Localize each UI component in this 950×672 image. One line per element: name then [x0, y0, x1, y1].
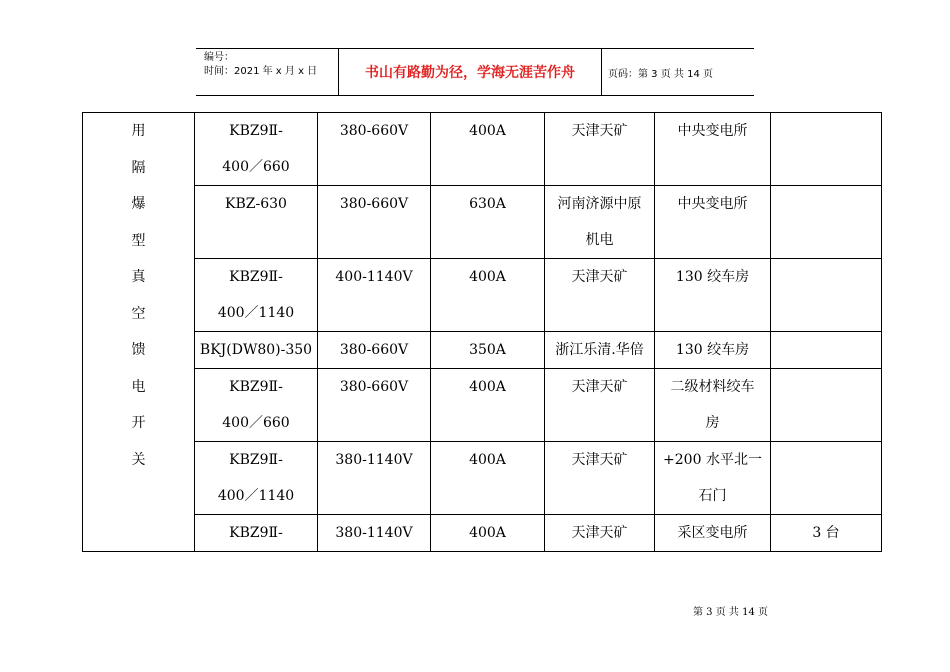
current-cell: 400A	[431, 442, 545, 515]
voltage-cell: 380-660V	[318, 369, 431, 442]
maker-cell: 天津天矿	[545, 369, 655, 442]
page-footer: 第 3 页 共 14 页	[693, 607, 768, 618]
model-cell: KBZ9Ⅱ- 400／660	[195, 113, 318, 186]
voltage-cell: 380-660V	[318, 113, 431, 186]
model-cell: KBZ9Ⅱ- 400／1140	[195, 442, 318, 515]
category-char: 真	[131, 269, 146, 285]
maker-cell: 天津天矿	[545, 113, 655, 186]
model-cell: KBZ9Ⅱ- 400／1140	[195, 259, 318, 332]
table-row	[83, 332, 882, 369]
voltage-cell: 380-660V	[318, 332, 431, 369]
table-row	[83, 442, 882, 515]
model-cell: KBZ9Ⅱ- 400／660	[195, 369, 318, 442]
current-cell: 350A	[431, 332, 545, 369]
maker-cell: 天津天矿	[545, 442, 655, 515]
category-char: 关	[131, 451, 146, 468]
category-char: 电	[131, 378, 146, 395]
location-cell: 采区变电所	[655, 515, 771, 552]
header-meta	[196, 49, 339, 95]
model-cell: KBZ9Ⅱ-	[195, 515, 318, 552]
current-cell: 400A	[431, 113, 545, 186]
category-char: 开	[131, 415, 146, 431]
table-row	[83, 259, 882, 332]
voltage-cell: 400-1140V	[318, 259, 431, 332]
voltage-cell: 380-1140V	[318, 442, 431, 515]
note-cell	[771, 442, 882, 515]
date-label: 时间：2021 年 x 月 x 日	[204, 66, 318, 77]
table-row	[83, 186, 882, 259]
category-char: 爆	[131, 196, 146, 212]
note-cell	[771, 113, 882, 186]
category-char: 型	[131, 232, 146, 249]
note-cell	[771, 369, 882, 442]
category-char: 空	[131, 305, 146, 322]
maker-cell: 浙江乐清.华倍	[545, 332, 655, 369]
location-cell: 130 绞车房	[655, 332, 771, 369]
equipment-table	[82, 112, 882, 552]
table-row	[83, 369, 882, 442]
category-char: 隔	[131, 159, 146, 176]
voltage-cell: 380-660V	[318, 186, 431, 259]
voltage-cell: 380-1140V	[318, 515, 431, 552]
maker-cell: 天津天矿	[545, 515, 655, 552]
category-char: 用	[131, 123, 146, 139]
location-cell: 二级材料绞车 房	[655, 369, 771, 442]
header-motto: 书山有路勤为径，学海无涯苦作舟	[339, 49, 602, 95]
note-cell: 3 台	[771, 515, 882, 552]
location-cell: 130 绞车房	[655, 259, 771, 332]
number-label: 编号：	[204, 52, 234, 63]
note-cell	[771, 332, 882, 369]
maker-cell: 天津天矿	[545, 259, 655, 332]
note-cell	[771, 259, 882, 332]
page-header	[196, 48, 754, 96]
current-cell: 400A	[431, 259, 545, 332]
note-cell	[771, 186, 882, 259]
location-cell: +200 水平北一 石门	[655, 442, 771, 515]
location-cell: 中央变电所	[655, 113, 771, 186]
table-row	[83, 515, 882, 552]
model-cell: BKJ(DW80)-350	[195, 332, 318, 369]
table-row	[83, 113, 882, 186]
maker-cell: 河南济源中原 机电	[545, 186, 655, 259]
category-cell	[83, 113, 195, 552]
current-cell: 400A	[431, 369, 545, 442]
category-char: 馈	[131, 342, 146, 358]
location-cell: 中央变电所	[655, 186, 771, 259]
current-cell: 400A	[431, 515, 545, 552]
header-page-label: 页码：第 3 页 共 14 页	[608, 68, 713, 80]
current-cell: 630A	[431, 186, 545, 259]
model-cell: KBZ-630	[195, 186, 318, 259]
